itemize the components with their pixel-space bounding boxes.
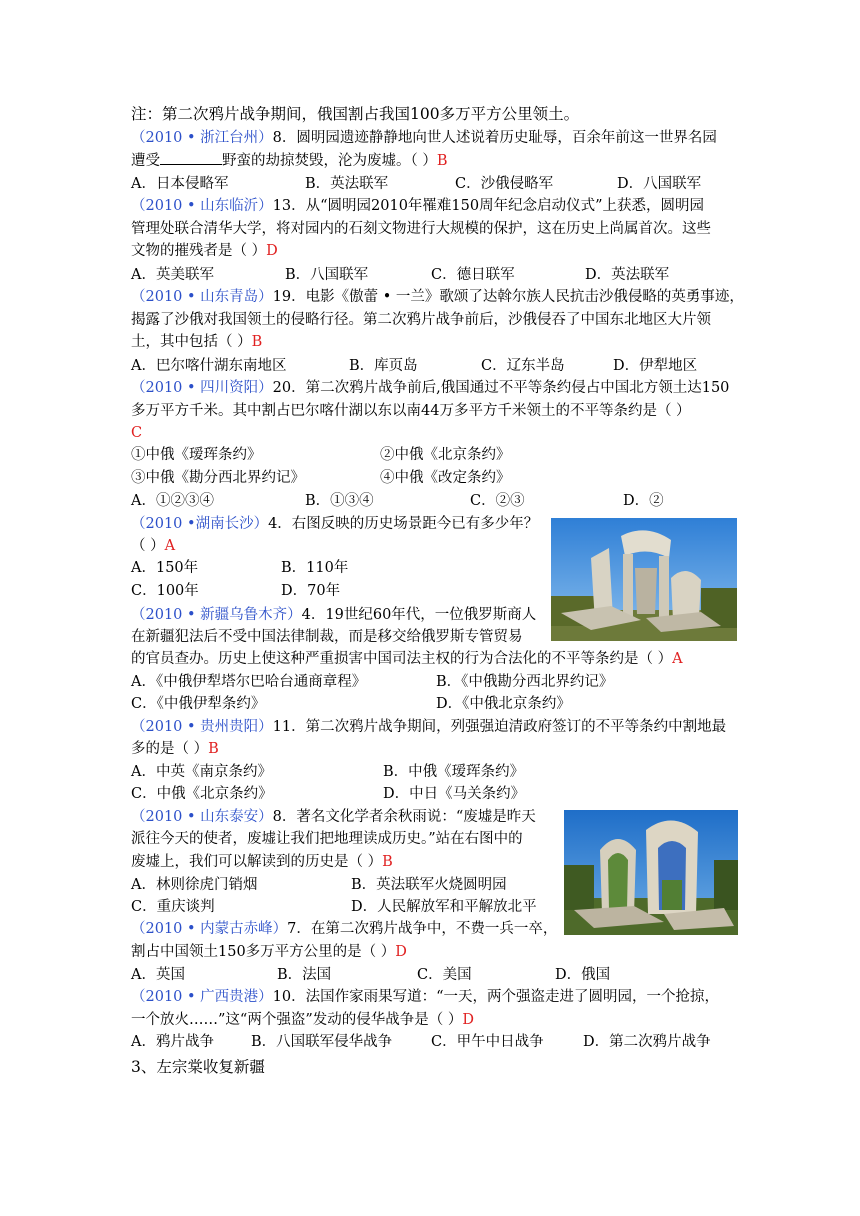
question-text-line — [131, 240, 278, 262]
question-source: （2010 • 四川资阳） — [131, 380, 273, 396]
question-8-taizhou — [131, 127, 717, 149]
option-d: D．② — [623, 493, 664, 509]
option-c: C．沙俄侵略军 — [455, 176, 554, 192]
question-text: 8．圆明园遗迹静静地向世人述说着历史耻辱，百余年前这一世界名园 — [272, 130, 717, 146]
option-b: B．库页岛 — [349, 358, 418, 374]
question-text: 8．著名文化学者余秋雨说：“废墟是昨天 — [272, 809, 536, 825]
answer-mark: B — [382, 854, 393, 870]
option-b: B．《中俄勘分西北界约记》 — [436, 674, 614, 690]
question-text: 废墟上，我们可以解读到的历史是（ ） — [131, 854, 383, 870]
question-text-line: 管理处联合清华大学，将对园内的石刻文物进行大规模的保护，这在历史上尚属首次。这些 — [131, 221, 711, 237]
answer-mark: B — [208, 741, 219, 757]
option-c: C．美国 — [417, 967, 472, 983]
question-text-line: 在新疆犯法后不受中国法律制裁，而是移交给俄罗斯专管贸易 — [131, 629, 523, 645]
question-4-urumqi — [131, 604, 536, 626]
option-b: B．英法联军火烧圆明园 — [351, 877, 507, 893]
option-c: C．《中俄伊犁条约》 — [131, 696, 266, 712]
question-text: 野蛮的劫掠焚毁，沦为废墟。（ ） — [222, 153, 437, 169]
question-text: 遭受 — [131, 153, 160, 169]
question-source: （2010 • 新疆乌鲁木齐） — [131, 607, 302, 623]
question-text-line — [131, 738, 219, 760]
note-text: 注：第二次鸦片战争期间，俄国割占我国100多万平方公里领土。 — [131, 105, 580, 123]
option-b: B．法国 — [277, 967, 332, 983]
question-text-line — [131, 1009, 474, 1031]
ruins-photo — [551, 518, 737, 641]
option-d: D．俄国 — [555, 967, 611, 983]
option-c: C．重庆谈判 — [131, 899, 215, 915]
question-20-ziyang — [131, 377, 729, 399]
question-text-line — [131, 941, 407, 963]
option-c: C．②③ — [470, 493, 525, 509]
option-b: B．八国联军侵华战争 — [251, 1034, 393, 1050]
question-text: 土，其中包括（ ） — [131, 334, 252, 350]
question-text: 的官员查办。历史上使这种严重损害中国司法主权的行为合法化的不平等条约是（ ） — [131, 651, 673, 667]
option-b: B．①③④ — [305, 493, 374, 509]
question-source: （2010 • 山东泰安） — [131, 809, 273, 825]
option-d: D．70年 — [281, 583, 341, 599]
answer-mark: A — [164, 538, 176, 554]
question-text-line — [131, 648, 683, 670]
list-item: ③中俄《勘分西北界约记》 — [131, 470, 305, 486]
option-a: A．①②③④ — [131, 493, 214, 509]
option-a: A．英国 — [131, 967, 185, 983]
question-source: （2010 •湖南长沙） — [131, 516, 269, 532]
question-source: （2010 • 内蒙古赤峰） — [131, 921, 288, 937]
question-4-changsha — [131, 513, 538, 535]
question-text-line — [131, 851, 393, 873]
question-text: 19．电影《傲蕾 • 一兰》歌颂了达斡尔族人民抗击沙俄侵略的英勇事迹， — [272, 289, 744, 305]
question-text: 4．19世纪60年代，一位俄罗斯商人 — [301, 607, 537, 623]
question-source: （2010 • 浙江台州） — [131, 130, 273, 146]
question-text: 多的是（ ） — [131, 741, 209, 757]
question-text: 13．从“圆明园2010年罹难150周年纪念启动仪式”上获悉，圆明园 — [272, 198, 705, 214]
question-text: 7．在第二次鸦片战争中，不费一兵一卒， — [287, 921, 558, 937]
question-text-line — [131, 331, 262, 353]
question-text: 4．右图反映的历史场景距今已有多少年？ — [268, 516, 539, 532]
question-text-line — [131, 535, 175, 557]
option-a: A．林则徐虎门销烟 — [131, 877, 258, 893]
question-text-line — [131, 149, 448, 171]
option-b: B．110年 — [281, 560, 349, 576]
option-d: D．八国联军 — [617, 176, 702, 192]
question-8-taian — [131, 806, 536, 828]
option-c: C．中俄《北京条约》 — [131, 786, 273, 802]
question-source: （2010 • 山东临沂） — [131, 198, 273, 214]
option-b: B．英法联军 — [305, 176, 389, 192]
question-text: 文物的摧残者是（ ） — [131, 243, 267, 259]
question-text-line: 派往今天的使者，废墟让我们把地理读成历史。”站在右图中的 — [131, 831, 523, 847]
question-source: （2010 • 广西贵港） — [131, 989, 273, 1005]
option-a: A．150年 — [131, 560, 199, 576]
question-text: 11．第二次鸦片战争期间，列强强迫清政府签订的不平等条约中割地最 — [272, 719, 727, 735]
question-text: 10．法国作家雨果写道：“一天，两个强盗走进了圆明园，一个抢掠， — [272, 989, 720, 1005]
answer-mark: B — [251, 334, 263, 350]
question-text: 一个放火……”这“两个强盗”发动的侵华战争是（ ） — [131, 1012, 463, 1028]
list-item: ②中俄《北京条约》 — [380, 447, 511, 463]
option-d: D．中日《马关条约》 — [383, 786, 526, 802]
option-c: C．100年 — [131, 583, 199, 599]
question-text-line: 揭露了沙俄对我国领土的侵略行径。第二次鸦片战争前后，沙俄侵吞了中国东北地区大片领 — [131, 312, 711, 328]
option-a: A．《中俄伊犁塔尔巴哈台通商章程》 — [131, 674, 367, 690]
question-text: （ ） — [131, 538, 165, 554]
option-a: A．中英《南京条约》 — [131, 764, 272, 780]
question-text: 20．第二次鸦片战争前后,俄国通过不平等条约侵占中国北方领土达150 — [272, 380, 730, 396]
question-text-line: 多万平方千米。其中割占巴尔喀什湖以东以南44万多平方千米领土的不平等条约是（ ） — [131, 403, 691, 419]
section-heading: 3、左宗棠收复新疆 — [131, 1058, 265, 1076]
question-source: （2010 • 贵州贵阳） — [131, 719, 273, 735]
answer-mark: B — [436, 153, 448, 169]
option-a: A．英美联军 — [131, 267, 214, 283]
answer-mark: D — [395, 944, 407, 960]
question-13-linyi — [131, 195, 704, 217]
option-d: D．英法联军 — [585, 267, 670, 283]
option-c: C．德日联军 — [431, 267, 515, 283]
question-source: （2010 • 山东青岛） — [131, 289, 273, 305]
option-d: D．第二次鸦片战争 — [583, 1034, 711, 1050]
answer-mark: D — [266, 243, 278, 259]
option-b: B．中俄《瑷珲条约》 — [383, 764, 525, 780]
question-10-guigang — [131, 986, 719, 1008]
question-7-chifeng — [131, 918, 557, 940]
option-d: D．《中俄北京条约》 — [436, 696, 571, 712]
option-a: A．巴尔喀什湖东南地区 — [131, 358, 287, 374]
option-c: C．辽东半岛 — [481, 358, 565, 374]
option-d: D．伊犁地区 — [613, 358, 698, 374]
list-item: ④中俄《改定条约》 — [380, 470, 511, 486]
answer-mark: C — [131, 425, 143, 441]
answer-mark: D — [462, 1012, 474, 1028]
option-b: B．八国联军 — [285, 267, 369, 283]
option-d: D．人民解放军和平解放北平 — [351, 899, 537, 915]
answer-blank — [160, 149, 222, 165]
option-c: C．甲午中日战争 — [431, 1034, 544, 1050]
question-text: 割占中国领土150多万平方公里的是（ ） — [131, 944, 396, 960]
option-a: A．鸦片战争 — [131, 1034, 214, 1050]
question-11-guiyang — [131, 716, 726, 738]
list-item: ①中俄《瑷珲条约》 — [131, 447, 262, 463]
ruins-photo — [564, 810, 738, 935]
answer-mark: A — [672, 651, 683, 667]
question-19-qingdao — [131, 286, 744, 308]
option-a: A．日本侵略军 — [131, 176, 229, 192]
